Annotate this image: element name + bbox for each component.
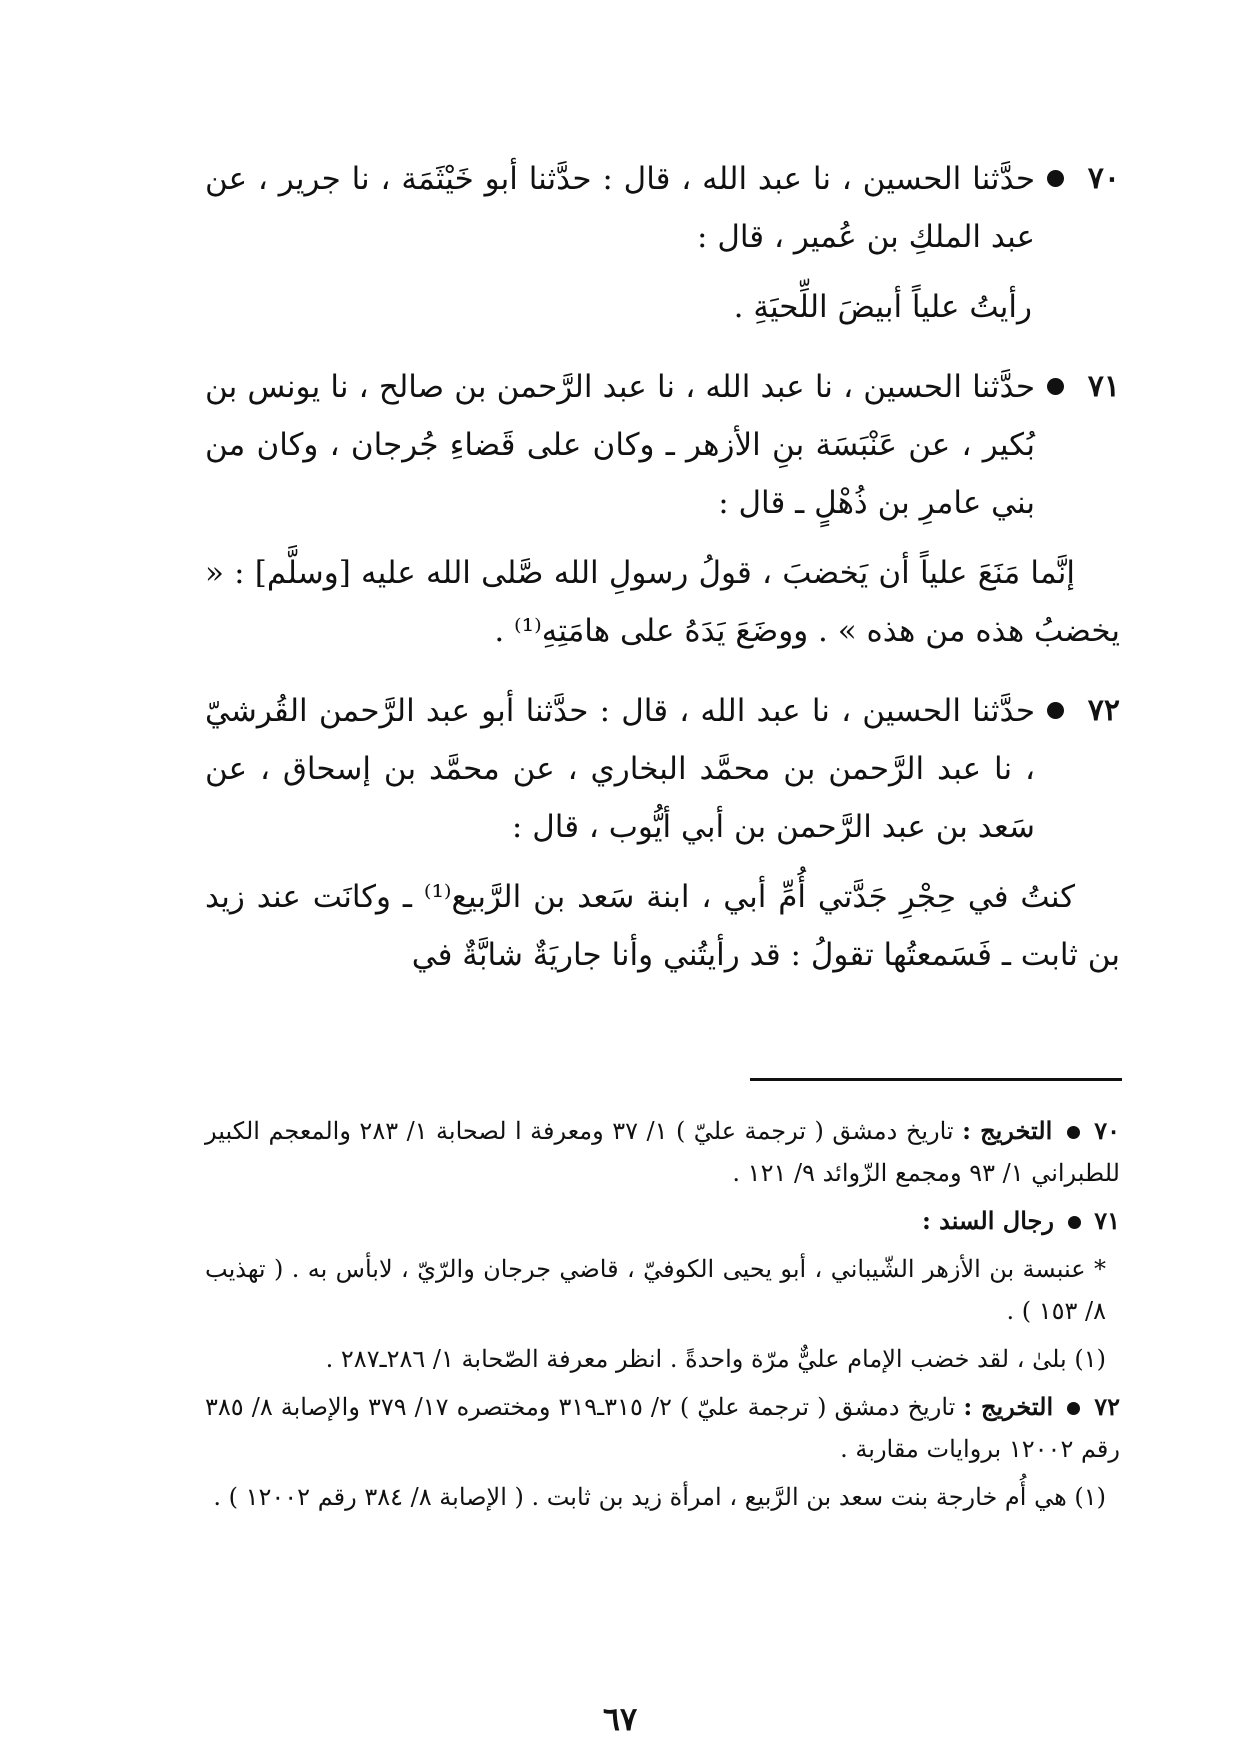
- footnote-number: ٧١: [1094, 1206, 1120, 1235]
- bullet-icon: [1047, 378, 1064, 395]
- hadith-isnad: حدَّثنا الحسين ، نا عبد الله ، قال : حدَّثنا أبو عبد الرَّحمن القُرشيّ ، نا عبد الرَّحمن بن محمَّد البخاري ، عن محمَّد بن إسحاق ، عن سَعد بن عبد الرَّحمن بن أبي أيُّوب ، قال :: [205, 693, 1035, 845]
- hadith-isnad: حدَّثنا الحسين ، نا عبد الله ، نا عبد الرَّحمن بن صالح ، نا يونس بن بُكير ، عن عَنْبَسَة بنِ الأزهر ـ وكان على قَضاءِ جُرجان ، وكان من بني عامرِ بن ذُهْلٍ ـ قال :: [205, 369, 1035, 521]
- hadith-matn: كنتُ في حِجْرِ جَدَّتي أُمِّ أبي ، ابنة سَعد بن الرَّبيع⁽¹⁾ ـ وكانَت عند زيد بن ثابت ـ فَسَمعتُها تقولُ : قد رأيتُني وأنا جاريَةٌ شابَّةٌ في: [205, 879, 1120, 973]
- footnote-71-1: (١) بلىٰ ، لقد خضب الإمام عليٌّ مرّة واحدةً . انظر معرفة الصّحابة ١/ ٢٨٦ـ٢٨٧ .: [325, 1345, 1106, 1373]
- hadith-matn: رأيتُ علياً أبيضَ اللِّحيَةِ .: [733, 289, 1032, 325]
- footnote-label: رجال السند :: [921, 1206, 1054, 1235]
- footnote-label: التخريج :: [963, 1392, 1054, 1421]
- hadith-number: ٧١: [1087, 369, 1120, 404]
- bullet-icon: [1047, 702, 1064, 719]
- hadith-isnad: حدَّثنا الحسين ، نا عبد الله ، قال : حدَّثنا أبو خَيْثَمَة ، نا جرير ، عن عبد الملكِ بن عُمير ، قال :: [205, 161, 1035, 255]
- page-number: ٦٧: [602, 1700, 638, 1738]
- bullet-icon: [1067, 1126, 1080, 1139]
- footnote-text: تاريخ دمشق ( ترجمة عليّ ) ١/ ٣٧ ومعرفة ا لصحابة ١/ ٢٨٣ والمعجم الكبير للطبراني ١/ ٩٣ ومجمع الزّوائد ٩/ ١٢١ .: [205, 1117, 1120, 1187]
- footnote-71: [205, 1200, 1120, 1242]
- main-text: [205, 150, 1120, 1006]
- bullet-icon: [1068, 1216, 1081, 1229]
- footnote-72-1: (١) هي أُم خارجة بنت سعد بن الرَّبيع ، امرأة زيد بن ثابت . ( الإصابة ٨/ ٣٨٤ رقم ١٢٠٠٢ ) .: [213, 1483, 1106, 1511]
- hadith-entry-72: [205, 682, 1120, 984]
- footnote-70: [205, 1110, 1120, 1194]
- footnote-separator: [750, 1078, 1122, 1081]
- bullet-icon: [1067, 1402, 1080, 1415]
- footnote-number: ٧٠: [1094, 1116, 1121, 1145]
- footnote-72: [205, 1386, 1120, 1470]
- footnote-text: تاريخ دمشق ( ترجمة عليّ ) ٢/ ٣١٥ـ٣١٩ ومختصره ١٧/ ٣٧٩ والإصابة ٨/ ٣٨٥ رقم ١٢٠٠٢ بروايات مقاربة .: [205, 1393, 1120, 1463]
- hadith-entry-70: [205, 150, 1120, 336]
- footnote-narrator: * عنبسة بن الأزهر الشّيباني ، أبو يحيى الكوفيّ ، قاضي جرجان والرّيّ ، لابأس به . ( تهذيب ٨/ ١٥٣ ) .: [205, 1255, 1107, 1325]
- hadith-number: ٧٢: [1087, 693, 1120, 728]
- footnote-number: ٧٢: [1094, 1392, 1121, 1421]
- footnotes: [205, 1110, 1120, 1524]
- bullet-icon: [1047, 170, 1064, 187]
- hadith-entry-71: [205, 358, 1120, 660]
- hadith-matn: إنَّما مَنَعَ علياً أن يَخضبَ ، قولُ رسولِ الله صَّلى الله عليه [وسلَّم] : « يخضبُ هذه من هذه » . ووضَعَ يَدَهُ على هامَتِهِ⁽¹⁾ .: [205, 555, 1120, 649]
- footnote-label: التخريج :: [962, 1116, 1053, 1145]
- hadith-number: ٧٠: [1087, 161, 1120, 196]
